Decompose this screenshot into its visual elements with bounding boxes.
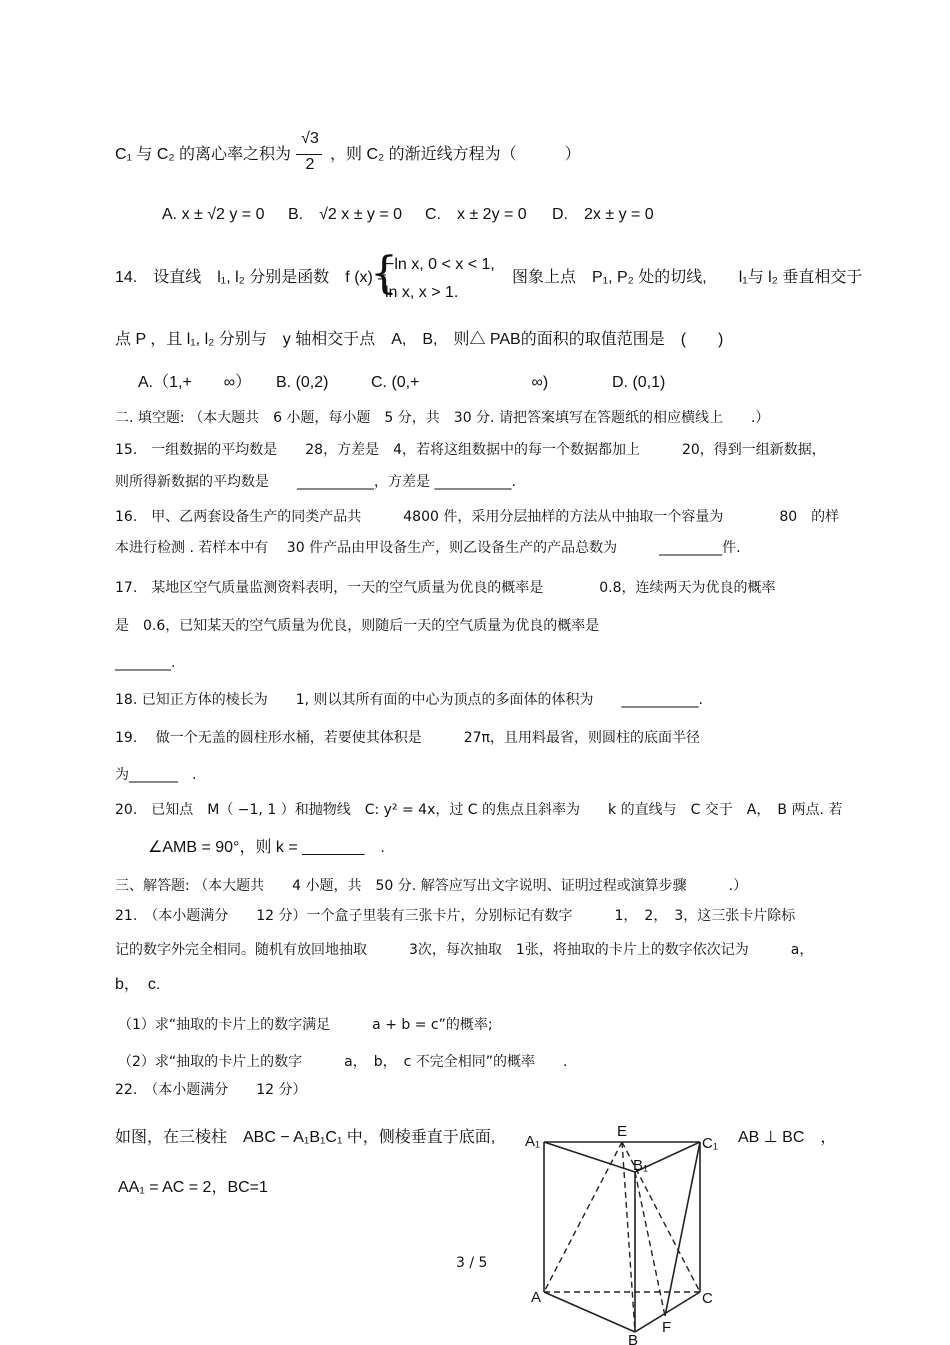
label-f: F — [662, 1319, 672, 1336]
q22-line-2: AA₁ = AC = 2，BC=1 — [118, 1179, 268, 1196]
prism-figure — [520, 1120, 730, 1345]
q22-line-1: 如图，在三棱柱 ABC − A₁B₁C₁ 中，侧棱垂直于底面, — [115, 1129, 496, 1146]
q14-option-d: D. (0,1) — [612, 374, 666, 391]
hidden-segment-e-a — [544, 1142, 622, 1292]
q13-frac-num: √3 — [301, 130, 319, 147]
label-b: B — [628, 1332, 639, 1345]
section-2-heading: 二. 填空题: （本大题共 6 小题，每小题 5 分，共 30 分. 请把答案填写在答题纸的相应横线上 .） — [115, 410, 770, 426]
q14-case-1: −ln x, 0 < x < 1, — [385, 256, 495, 273]
piecewise-brace: { — [370, 248, 398, 299]
q14-lead: 14. 设直线 l₁, l₂ 分别是函数 f (x) = — [115, 269, 387, 286]
q13-option-b: B. √2 x ± y = 0 — [288, 206, 403, 223]
q16-line-2: 本进行检测 . 若样本中有 30 件产品由甲设备生产，则乙设备生产的产品总数为 _________件. — [115, 540, 741, 556]
q21-line-2: 记的数字外完全相同。随机有放回地抽取 3次，每次抽取 1张，将抽取的卡片上的数字依次记为 a， — [115, 942, 814, 958]
q16-line-1: 16. 甲、乙两套设备生产的同类产品共 4800 件，采用分层抽样的方法从中抽取一个容量为 80 的样 — [115, 509, 840, 525]
q20-line-2: ∠AMB = 90°，则 k = _______ . — [148, 839, 385, 856]
q21-line-3: b， c. — [115, 976, 161, 993]
q13-option-d: D. 2x ± y = 0 — [552, 206, 654, 223]
q17-line-3: ________. — [115, 655, 176, 671]
edge-a-b — [544, 1292, 635, 1332]
q14-case-2: ln x, x > 1. — [385, 284, 459, 301]
q17-line-1: 17. 某地区空气质量监测资料表明，一天的空气质量为优良的概率是 0.8，连续两天为优良的概率 — [115, 580, 776, 596]
segment-c1-f — [665, 1142, 700, 1316]
edge-a1-b1 — [544, 1142, 635, 1172]
label-a: A — [531, 1289, 542, 1306]
q14-after: 图象上点 P₁, P₂ 处的切线, l₁与 l₂ 垂直相交于 — [512, 269, 863, 286]
q19-line-2: 为_______ . — [115, 767, 197, 783]
q22-heading: 22. （本小题满分 12 分） — [115, 1082, 307, 1098]
q15-line-1: 15. 一组数据的平均数是 28，方差是 4，若将这组数据中的每一个数据都加上 20，得到一组新数据， — [115, 442, 826, 458]
q14-option-a: A.（1,+ ∞） — [138, 374, 252, 391]
q19-line-1: 19. 做一个无盖的圆柱形水桶，若要使其体积是 27π，且用料最省，则圆柱的底面半径 — [115, 730, 700, 746]
section-3-heading: 三、解答题: （本大题共 4 小题，共 50 分. 解答应写出文字说明、证明过程或演算步骤 .） — [115, 878, 748, 894]
q22-condition-1: AB ⊥ BC ， — [738, 1129, 837, 1146]
q13-ask: ，则 C₂ 的渐近线方程为（ ） — [330, 146, 581, 163]
q13-option-c: C. x ± 2y = 0 — [425, 206, 527, 223]
label-c1: C₁ — [702, 1135, 718, 1152]
q14-line-2: 点 P ，且 l₁, l₂ 分别与 y 轴相交于点 A, B, 则△ PAB的面积的取值范围是 ( ) — [115, 331, 724, 348]
q17-line-2: 是 0.6，已知某天的空气质量为优良，则随后一天的空气质量为优良的概率是 — [115, 618, 600, 634]
q13-frac-den: 2 — [305, 156, 315, 173]
q13-fraction — [292, 130, 328, 174]
q13-option-a: A. x ± √2 y = 0 — [162, 206, 265, 223]
label-c: C — [702, 1290, 713, 1307]
q13-text: C₁ 与 C₂ 的离心率之积为 — [115, 146, 292, 163]
q20-line-1: 20. 已知点 M（ −1, 1 ）和抛物线 C: y² = 4x，过 C 的焦点且斜率为 k 的直线与 C 交于 A， B 两点. 若 — [115, 802, 843, 818]
q15-line-2: 则所得新数据的平均数是 ___________，方差是 ___________. — [115, 474, 516, 490]
fraction-bar — [296, 154, 322, 155]
hidden-segment-b1-f — [635, 1172, 665, 1316]
page-number: 3 / 5 — [456, 1255, 488, 1271]
q21-line-1: 21. （本小题满分 12 分）一个盒子里装有三张卡片，分别标记有数字 1， 2， 3，这三张卡片除标 — [115, 908, 796, 924]
label-e: E — [617, 1123, 628, 1140]
q21-part-1: （1）求“抽取的卡片上的数字满足 a + b = c”的概率; — [118, 1017, 493, 1033]
label-a1: A₁ — [525, 1133, 541, 1150]
label-b1: B₁ — [633, 1157, 649, 1174]
q18-line: 18. 已知正方体的棱长为 1, 则以其所有面的中心为顶点的多面体的体积为 ___________. — [115, 692, 703, 708]
q21-part-2: （2）求“抽取的卡片上的数字 a， b， c 不完全相同”的概率 . — [118, 1054, 568, 1070]
q14-option-b: B. (0,2) — [276, 374, 329, 391]
q14-option-c: C. (0,+ ∞) — [371, 374, 549, 391]
